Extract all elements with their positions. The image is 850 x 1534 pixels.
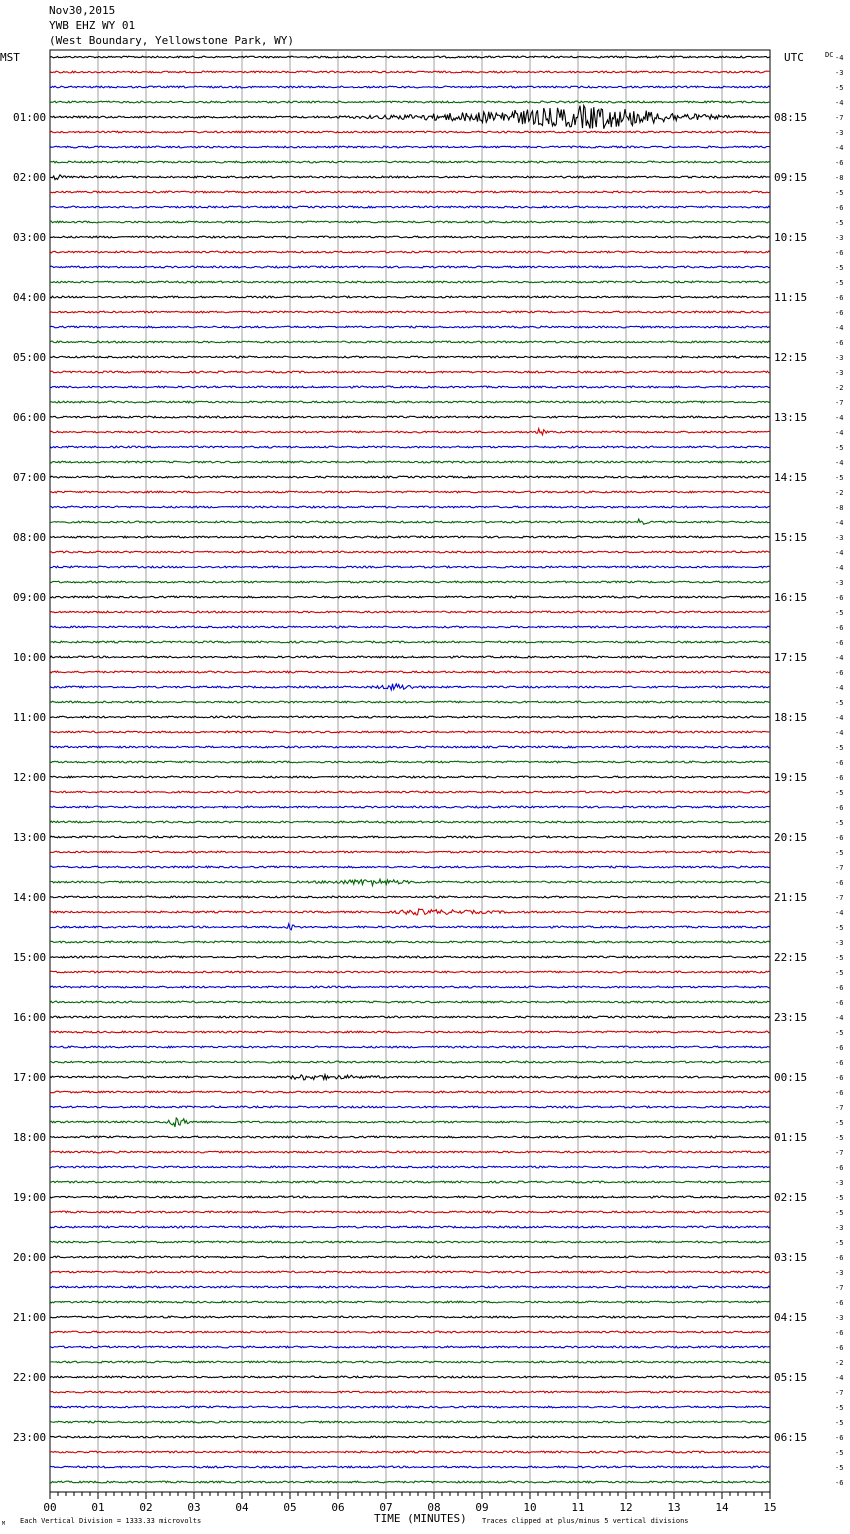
- seismic-trace-row: [50, 1241, 770, 1243]
- seismic-trace-row: [50, 776, 770, 778]
- dc-offset-label: -5: [835, 789, 844, 797]
- dc-offset-label: -6: [835, 879, 844, 887]
- mst-hour-label: 12:00: [13, 771, 47, 784]
- x-tick-label: 12: [619, 1501, 633, 1514]
- dc-offset-label: -3: [835, 354, 844, 362]
- dc-offset-label: -5: [835, 1239, 844, 1247]
- dc-offset-label: -3: [835, 69, 844, 77]
- seismic-trace-row: [50, 806, 770, 808]
- dc-offset-label: -6: [835, 339, 844, 347]
- mst-label: MST: [0, 51, 20, 64]
- seismic-trace-row: [50, 251, 770, 253]
- seismic-trace-row: [50, 866, 770, 868]
- utc-hour-label: 02:15: [774, 1191, 808, 1204]
- dc-offset-label: -6: [835, 204, 844, 212]
- dc-offset-label: -5: [835, 744, 844, 752]
- seismic-trace-row: [50, 356, 770, 358]
- seismic-trace-row: [50, 821, 770, 823]
- seismic-trace-row: [50, 791, 770, 793]
- seismic-trace-row: [50, 131, 770, 133]
- dc-offset-label: -4: [835, 99, 844, 107]
- seismic-trace-row: [50, 1451, 770, 1453]
- dc-offset-label: -4: [835, 684, 844, 692]
- seismic-trace-row: [50, 1136, 770, 1138]
- utc-hour-label: 06:15: [774, 1431, 808, 1444]
- mst-hour-label: 13:00: [13, 831, 47, 844]
- dc-offset-label: -6: [835, 249, 844, 257]
- dc-offset-label: -4: [835, 549, 844, 557]
- x-tick-label: 14: [715, 1501, 729, 1514]
- dc-offset-label: -6: [835, 804, 844, 812]
- seismic-trace-row: [50, 296, 770, 298]
- seismic-trace-row: [50, 641, 770, 643]
- seismic-trace-row: [50, 1346, 770, 1348]
- x-tick-label: 06: [331, 1501, 345, 1514]
- x-tick-label: 11: [571, 1501, 585, 1514]
- seismic-trace-row: [50, 1181, 770, 1183]
- seismic-trace-row: [50, 1075, 770, 1080]
- mst-hour-label: 06:00: [13, 411, 47, 424]
- mst-hour-label: 23:00: [13, 1431, 47, 1444]
- seismic-trace-row: [50, 909, 770, 915]
- x-tick-label: 05: [283, 1501, 297, 1514]
- seismic-trace-row: [50, 1196, 770, 1198]
- utc-hour-label: 05:15: [774, 1371, 808, 1384]
- dc-offset-label: -6: [835, 774, 844, 782]
- utc-hour-label: 03:15: [774, 1251, 808, 1264]
- utc-hour-label: 11:15: [774, 291, 808, 304]
- dc-offset-label: -5: [835, 1029, 844, 1037]
- dc-offset-label: -6: [835, 1479, 844, 1487]
- dc-offset-label: -5: [835, 819, 844, 827]
- seismic-trace-row: [50, 956, 770, 958]
- x-tick-label: 03: [187, 1501, 201, 1514]
- x-tick-label: 08: [427, 1501, 441, 1514]
- seismic-trace-row: [50, 371, 770, 373]
- seismic-trace-row: [50, 836, 770, 838]
- dc-offset-label: -4: [835, 1014, 844, 1022]
- x-axis-title: TIME (MINUTES): [374, 1512, 467, 1525]
- mst-hour-label: 21:00: [13, 1311, 47, 1324]
- dc-offset-label: -7: [835, 1389, 844, 1397]
- dc-label: DC: [825, 51, 834, 59]
- mst-hour-label: 01:00: [13, 111, 47, 124]
- seismic-trace-row: [50, 1226, 770, 1228]
- x-tick-label: 13: [667, 1501, 681, 1514]
- seismic-trace-row: [50, 221, 770, 223]
- dc-offset-label: -2: [835, 384, 844, 392]
- dc-offset-label: -3: [835, 369, 844, 377]
- utc-hour-label: 15:15: [774, 531, 808, 544]
- seismic-trace-row: [50, 106, 770, 129]
- seismic-trace-row: [50, 146, 770, 148]
- seismic-trace-row: [50, 581, 770, 583]
- seismic-trace-row: [50, 716, 770, 718]
- dc-offset-label: -3: [835, 234, 844, 242]
- seismic-trace-row: [50, 684, 770, 690]
- utc-hour-label: 16:15: [774, 591, 808, 604]
- seismic-trace-row: [50, 611, 770, 613]
- station-label: YWB EHZ WY 01: [49, 19, 136, 32]
- seismic-trace-row: [50, 626, 770, 628]
- seismic-trace-row: [50, 476, 770, 478]
- dc-offset-label: -6: [835, 1089, 844, 1097]
- dc-offset-label: -6: [835, 1344, 844, 1352]
- dc-offset-label: -6: [835, 759, 844, 767]
- mst-hour-label: 03:00: [13, 231, 47, 244]
- seismic-trace-row: [50, 851, 770, 853]
- date-label: Nov30,2015: [49, 4, 116, 17]
- dc-offset-label: -5: [835, 189, 844, 197]
- dc-offset-label: -5: [835, 954, 844, 962]
- utc-hour-label: 21:15: [774, 891, 808, 904]
- dc-offset-label: -7: [835, 894, 844, 902]
- x-tick-label: 01: [91, 1501, 105, 1514]
- dc-offset-label: -5: [835, 1464, 844, 1472]
- dc-offset-label: -7: [835, 1149, 844, 1157]
- seismic-trace-row: [50, 281, 770, 283]
- seismic-trace-row: [50, 266, 770, 268]
- seismic-trace-row: [50, 386, 770, 388]
- dc-offset-label: -4: [835, 654, 844, 662]
- utc-label: UTC: [784, 51, 804, 64]
- utc-hour-label: 08:15: [774, 111, 808, 124]
- dc-offset-label: -6: [835, 1044, 844, 1052]
- utc-hour-label: 22:15: [774, 951, 808, 964]
- seismic-trace-row: [50, 175, 770, 180]
- dc-offset-label: -6: [835, 999, 844, 1007]
- seismic-trace-row: [50, 1151, 770, 1153]
- dc-offset-label: -6: [835, 1164, 844, 1172]
- mst-hour-label: 11:00: [13, 711, 47, 724]
- seismic-trace-row: [50, 941, 770, 943]
- location-label: (West Boundary, Yellowstone Park, WY): [49, 34, 295, 47]
- seismic-trace-row: [50, 311, 770, 313]
- seismic-trace-row: [50, 1436, 770, 1438]
- seismic-trace-row: [50, 1466, 770, 1468]
- dc-offset-label: -3: [835, 129, 844, 137]
- x-tick-label: 09: [475, 1501, 489, 1514]
- dc-offset-label: -6: [835, 309, 844, 317]
- plot-frame: [50, 50, 770, 1492]
- utc-hour-label: 12:15: [774, 351, 808, 364]
- x-tick-label: 15: [763, 1501, 777, 1514]
- seismic-trace-row: [50, 701, 770, 703]
- dc-offset-label: -2: [835, 489, 844, 497]
- seismic-trace-row: [50, 429, 770, 435]
- dc-offset-label: -6: [835, 159, 844, 167]
- dc-offset-label: -5: [835, 1209, 844, 1217]
- dc-offset-label: -6: [835, 1299, 844, 1307]
- corner-mark: M: [2, 1521, 6, 1527]
- dc-offset-label: -8: [835, 504, 844, 512]
- dc-offset-label: -5: [835, 609, 844, 617]
- x-tick-label: 00: [43, 1501, 57, 1514]
- utc-hour-label: 01:15: [774, 1131, 808, 1144]
- dc-offset-label: -3: [835, 1269, 844, 1277]
- dc-offset-label: -5: [835, 1194, 844, 1202]
- dc-offset-label: -5: [835, 699, 844, 707]
- seismic-trace-row: [50, 1211, 770, 1213]
- dc-offset-label: -4: [835, 54, 844, 62]
- seismic-trace-row: [50, 1301, 770, 1303]
- dc-offset-label: -3: [835, 579, 844, 587]
- seismic-trace-row: [50, 1316, 770, 1318]
- seismic-trace-row: [50, 1031, 770, 1033]
- seismic-trace-row: [50, 446, 770, 448]
- mst-hour-label: 05:00: [13, 351, 47, 364]
- mst-hour-label: 20:00: [13, 1251, 47, 1264]
- dc-offset-label: -4: [835, 729, 844, 737]
- seismic-trace-row: [50, 1391, 770, 1393]
- dc-offset-label: -5: [835, 444, 844, 452]
- seismic-trace-row: [50, 1256, 770, 1258]
- seismic-trace-row: [50, 161, 770, 163]
- seismic-trace-row: [50, 1376, 770, 1378]
- dc-offset-label: -5: [835, 924, 844, 932]
- mst-hour-label: 18:00: [13, 1131, 47, 1144]
- dc-offset-label: -7: [835, 1104, 844, 1112]
- seismic-trace-row: [50, 461, 770, 463]
- seismic-trace-row: [50, 536, 770, 538]
- dc-offset-label: -5: [835, 1134, 844, 1142]
- seismic-trace-row: [50, 1421, 770, 1423]
- seismic-trace-row: [50, 896, 770, 898]
- mst-hour-label: 15:00: [13, 951, 47, 964]
- seismic-trace-row: [50, 1091, 770, 1093]
- mst-hour-label: 09:00: [13, 591, 47, 604]
- seismic-trace-row: [50, 506, 770, 508]
- seismic-trace-row: [50, 551, 770, 553]
- dc-offset-label: -5: [835, 1419, 844, 1427]
- mst-hour-label: 14:00: [13, 891, 47, 904]
- x-tick-label: 10: [523, 1501, 537, 1514]
- dc-offset-label: -5: [835, 1119, 844, 1127]
- seismic-trace-row: [50, 761, 770, 763]
- seismic-trace-row: [50, 671, 770, 673]
- mst-hour-label: 07:00: [13, 471, 47, 484]
- utc-hour-label: 23:15: [774, 1011, 808, 1024]
- dc-offset-label: -6: [835, 984, 844, 992]
- x-tick-label: 04: [235, 1501, 249, 1514]
- dc-offset-label: -6: [835, 1434, 844, 1442]
- dc-offset-label: -5: [835, 969, 844, 977]
- seismic-trace-row: [50, 1406, 770, 1408]
- dc-offset-label: -6: [835, 594, 844, 602]
- seismic-trace-row: [50, 656, 770, 658]
- dc-offset-label: -7: [835, 1284, 844, 1292]
- seismic-trace-row: [50, 71, 770, 73]
- dc-offset-label: -4: [835, 324, 844, 332]
- seismic-trace-row: [50, 971, 770, 973]
- utc-hour-label: 09:15: [774, 171, 808, 184]
- seismic-trace-row: [50, 1286, 770, 1288]
- seismic-trace-row: [50, 491, 770, 493]
- seismic-trace-row: [50, 746, 770, 748]
- seismic-trace-row: [50, 1166, 770, 1168]
- seismic-trace-row: [50, 1016, 770, 1018]
- dc-offset-label: -5: [835, 1404, 844, 1412]
- dc-offset-label: -3: [835, 939, 844, 947]
- dc-offset-label: -3: [835, 1224, 844, 1232]
- seismic-trace-row: [50, 416, 770, 418]
- seismic-trace-row: [50, 1118, 770, 1127]
- dc-offset-label: -4: [835, 909, 844, 917]
- dc-offset-label: -6: [835, 294, 844, 302]
- dc-offset-label: -5: [835, 219, 844, 227]
- dc-offset-label: -4: [835, 519, 844, 527]
- mst-hour-label: 19:00: [13, 1191, 47, 1204]
- mst-hour-label: 22:00: [13, 1371, 47, 1384]
- dc-offset-label: -6: [835, 669, 844, 677]
- dc-offset-label: -3: [835, 534, 844, 542]
- seismic-trace-row: [50, 1061, 770, 1063]
- x-tick-label: 07: [379, 1501, 393, 1514]
- seismic-trace-row: [50, 341, 770, 343]
- mst-hour-label: 08:00: [13, 531, 47, 544]
- dc-offset-label: -5: [835, 279, 844, 287]
- dc-offset-label: -6: [835, 624, 844, 632]
- seismic-trace-row: [50, 1271, 770, 1273]
- dc-offset-label: -2: [835, 1359, 844, 1367]
- dc-offset-label: -4: [835, 714, 844, 722]
- dc-offset-label: -5: [835, 1449, 844, 1457]
- dc-offset-label: -6: [835, 1059, 844, 1067]
- seismic-trace-row: [50, 206, 770, 208]
- seismic-trace-row: [50, 326, 770, 328]
- dc-offset-label: -6: [835, 1074, 844, 1082]
- dc-offset-label: -4: [835, 564, 844, 572]
- utc-hour-label: 18:15: [774, 711, 808, 724]
- seismic-trace-row: [50, 1106, 770, 1108]
- dc-offset-label: -4: [835, 459, 844, 467]
- seismic-trace-row: [50, 191, 770, 193]
- dc-offset-label: -6: [835, 1329, 844, 1337]
- dc-offset-label: -7: [835, 399, 844, 407]
- mst-hour-label: 10:00: [13, 651, 47, 664]
- dc-offset-label: -5: [835, 264, 844, 272]
- seismic-trace-row: [50, 596, 770, 598]
- seismic-trace-row: [50, 986, 770, 988]
- utc-hour-label: 20:15: [774, 831, 808, 844]
- seismic-trace-row: [50, 1361, 770, 1363]
- utc-hour-label: 04:15: [774, 1311, 808, 1324]
- dc-offset-label: -7: [835, 114, 844, 122]
- scale-note: Each Vertical Division = 1333.33 microvolts: [20, 1517, 202, 1525]
- mst-hour-label: 02:00: [13, 171, 47, 184]
- seismic-trace-row: [50, 56, 770, 58]
- seismic-trace-row: [50, 566, 770, 568]
- utc-hour-label: 10:15: [774, 231, 808, 244]
- dc-offset-label: -6: [835, 639, 844, 647]
- dc-offset-label: -4: [835, 144, 844, 152]
- seismic-trace-row: [50, 879, 770, 885]
- dc-offset-label: -3: [835, 1314, 844, 1322]
- utc-hour-label: 19:15: [774, 771, 808, 784]
- seismic-trace-row: [50, 236, 770, 238]
- dc-offset-label: -4: [835, 414, 844, 422]
- dc-offset-label: -6: [835, 834, 844, 842]
- seismic-trace-row: [50, 731, 770, 733]
- dc-offset-label: -3: [835, 1179, 844, 1187]
- seismic-trace-row: [50, 101, 770, 103]
- seismic-trace-row: [50, 86, 770, 88]
- utc-hour-label: 13:15: [774, 411, 808, 424]
- utc-hour-label: 14:15: [774, 471, 808, 484]
- seismic-trace-row: [50, 1001, 770, 1003]
- dc-offset-label: -5: [835, 849, 844, 857]
- mst-hour-label: 04:00: [13, 291, 47, 304]
- seismic-trace-row: [50, 1481, 770, 1483]
- mst-hour-label: 17:00: [13, 1071, 47, 1084]
- seismic-trace-row: [50, 1046, 770, 1048]
- utc-hour-label: 00:15: [774, 1071, 808, 1084]
- utc-hour-label: 17:15: [774, 651, 808, 664]
- dc-offset-label: -8: [835, 174, 844, 182]
- x-tick-label: 02: [139, 1501, 153, 1514]
- clip-note: Traces clipped at plus/minus 5 vertical divisions: [482, 1517, 689, 1525]
- seismic-trace-row: [50, 401, 770, 403]
- seismic-trace-row: [50, 924, 770, 930]
- dc-offset-label: -6: [835, 1254, 844, 1262]
- dc-offset-label: -7: [835, 864, 844, 872]
- dc-offset-label: -4: [835, 429, 844, 437]
- seismic-trace-row: [50, 519, 770, 524]
- seismic-trace-row: [50, 1331, 770, 1333]
- mst-hour-label: 16:00: [13, 1011, 47, 1024]
- dc-offset-label: -5: [835, 84, 844, 92]
- dc-offset-label: -4: [835, 1374, 844, 1382]
- dc-offset-label: -5: [835, 474, 844, 482]
